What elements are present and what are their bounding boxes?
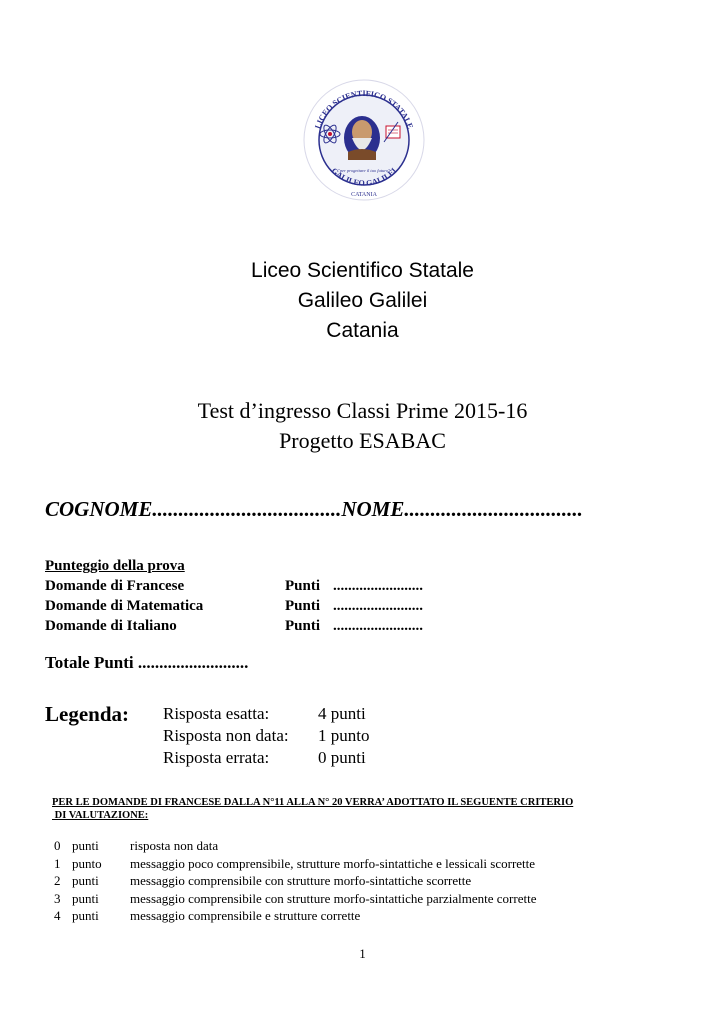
criteria-title bbox=[52, 796, 632, 822]
school-seal-icon bbox=[302, 78, 426, 202]
school-header bbox=[0, 256, 725, 346]
criteria-unit: punti bbox=[72, 908, 99, 923]
criteria-points: 0 bbox=[54, 838, 61, 853]
criteria-points: 3 bbox=[54, 890, 61, 906]
criteria-unit: punti bbox=[72, 838, 99, 853]
school-dedication: Galileo Galilei bbox=[297, 289, 428, 312]
score-row-punti: Punti bbox=[285, 578, 321, 594]
criteria-description: messaggio comprensibile e strutture corrette bbox=[130, 908, 361, 923]
criteria-description: risposta non data bbox=[130, 838, 219, 853]
school-name: Liceo Scientifico Statale bbox=[251, 259, 474, 282]
legend-label: Risposta non data: bbox=[163, 726, 289, 745]
svg-text:"per progettare il tuo futuro": "per progettare il tuo futuro" bbox=[337, 168, 391, 173]
score-row-punti: Punti bbox=[285, 618, 321, 634]
score-row bbox=[45, 596, 423, 616]
legend-label: Risposta errata: bbox=[163, 748, 270, 767]
criteria-title-line: PER LE DOMANDE DI FRANCESE DALLA N°11 ALLA N° 20 VERRA’ ADOTTATO IL SEGUENTE CRITERIO bbox=[52, 797, 574, 808]
criteria-description: messaggio comprensibile con strutture morfo-sintattiche parzialmente corrette bbox=[130, 890, 537, 906]
criteria-unit: punto bbox=[72, 855, 102, 871]
score-row bbox=[45, 616, 423, 636]
name-field-line: COGNOME....................................NOME.................................. bbox=[45, 497, 583, 521]
score-row-blank: ........................ bbox=[333, 578, 423, 594]
criteria-unit: punti bbox=[72, 873, 99, 888]
criteria-description: messaggio comprensibile con strutture morfo-sintattiche scorrette bbox=[130, 873, 472, 888]
criteria-unit: punti bbox=[72, 890, 99, 906]
score-row bbox=[45, 576, 423, 596]
page-number: 1 bbox=[359, 946, 366, 961]
test-title: Test d’ingresso Classi Prime 2015-16 bbox=[197, 398, 528, 423]
score-row-blank: ........................ bbox=[333, 598, 423, 614]
svg-text:GALILEO GALILEI: GALILEO GALILEI bbox=[329, 166, 399, 188]
score-row-label: Domande di Francese bbox=[45, 578, 185, 594]
school-city: Catania bbox=[326, 319, 399, 342]
score-row-label: Domande di Italiano bbox=[45, 618, 177, 634]
score-table bbox=[45, 556, 423, 636]
criteria-points: 4 bbox=[54, 908, 61, 923]
legend-value: 4 punti bbox=[318, 704, 366, 723]
score-row-blank: ........................ bbox=[333, 618, 423, 634]
score-header: Punteggio della prova bbox=[45, 558, 185, 574]
svg-text:CATANIA: CATANIA bbox=[351, 192, 377, 198]
legend-value: 1 punto bbox=[318, 726, 370, 745]
legend-label: Risposta esatta: bbox=[163, 704, 270, 723]
test-header bbox=[0, 396, 725, 456]
legend-title: Legenda: bbox=[45, 702, 129, 726]
school-logo bbox=[302, 78, 426, 202]
score-row-label: Domande di Matematica bbox=[45, 598, 204, 614]
criteria-points: 1 bbox=[54, 855, 61, 871]
score-row-punti: Punti bbox=[285, 598, 321, 614]
criteria-title-line: DI VALUTAZIONE: bbox=[52, 810, 149, 821]
legend-value: 0 punti bbox=[318, 748, 366, 767]
total-points-line: Totale Punti .......................... bbox=[45, 653, 249, 672]
criteria-points: 2 bbox=[54, 873, 61, 888]
svg-text:LICEO SCIENTIFICO STATALE: LICEO SCIENTIFICO STATALE bbox=[313, 88, 415, 130]
test-subtitle: Progetto ESABAC bbox=[279, 428, 446, 453]
criteria-description: messaggio poco comprensibile, strutture morfo-sintattiche e lessicali scorrette bbox=[130, 855, 536, 871]
